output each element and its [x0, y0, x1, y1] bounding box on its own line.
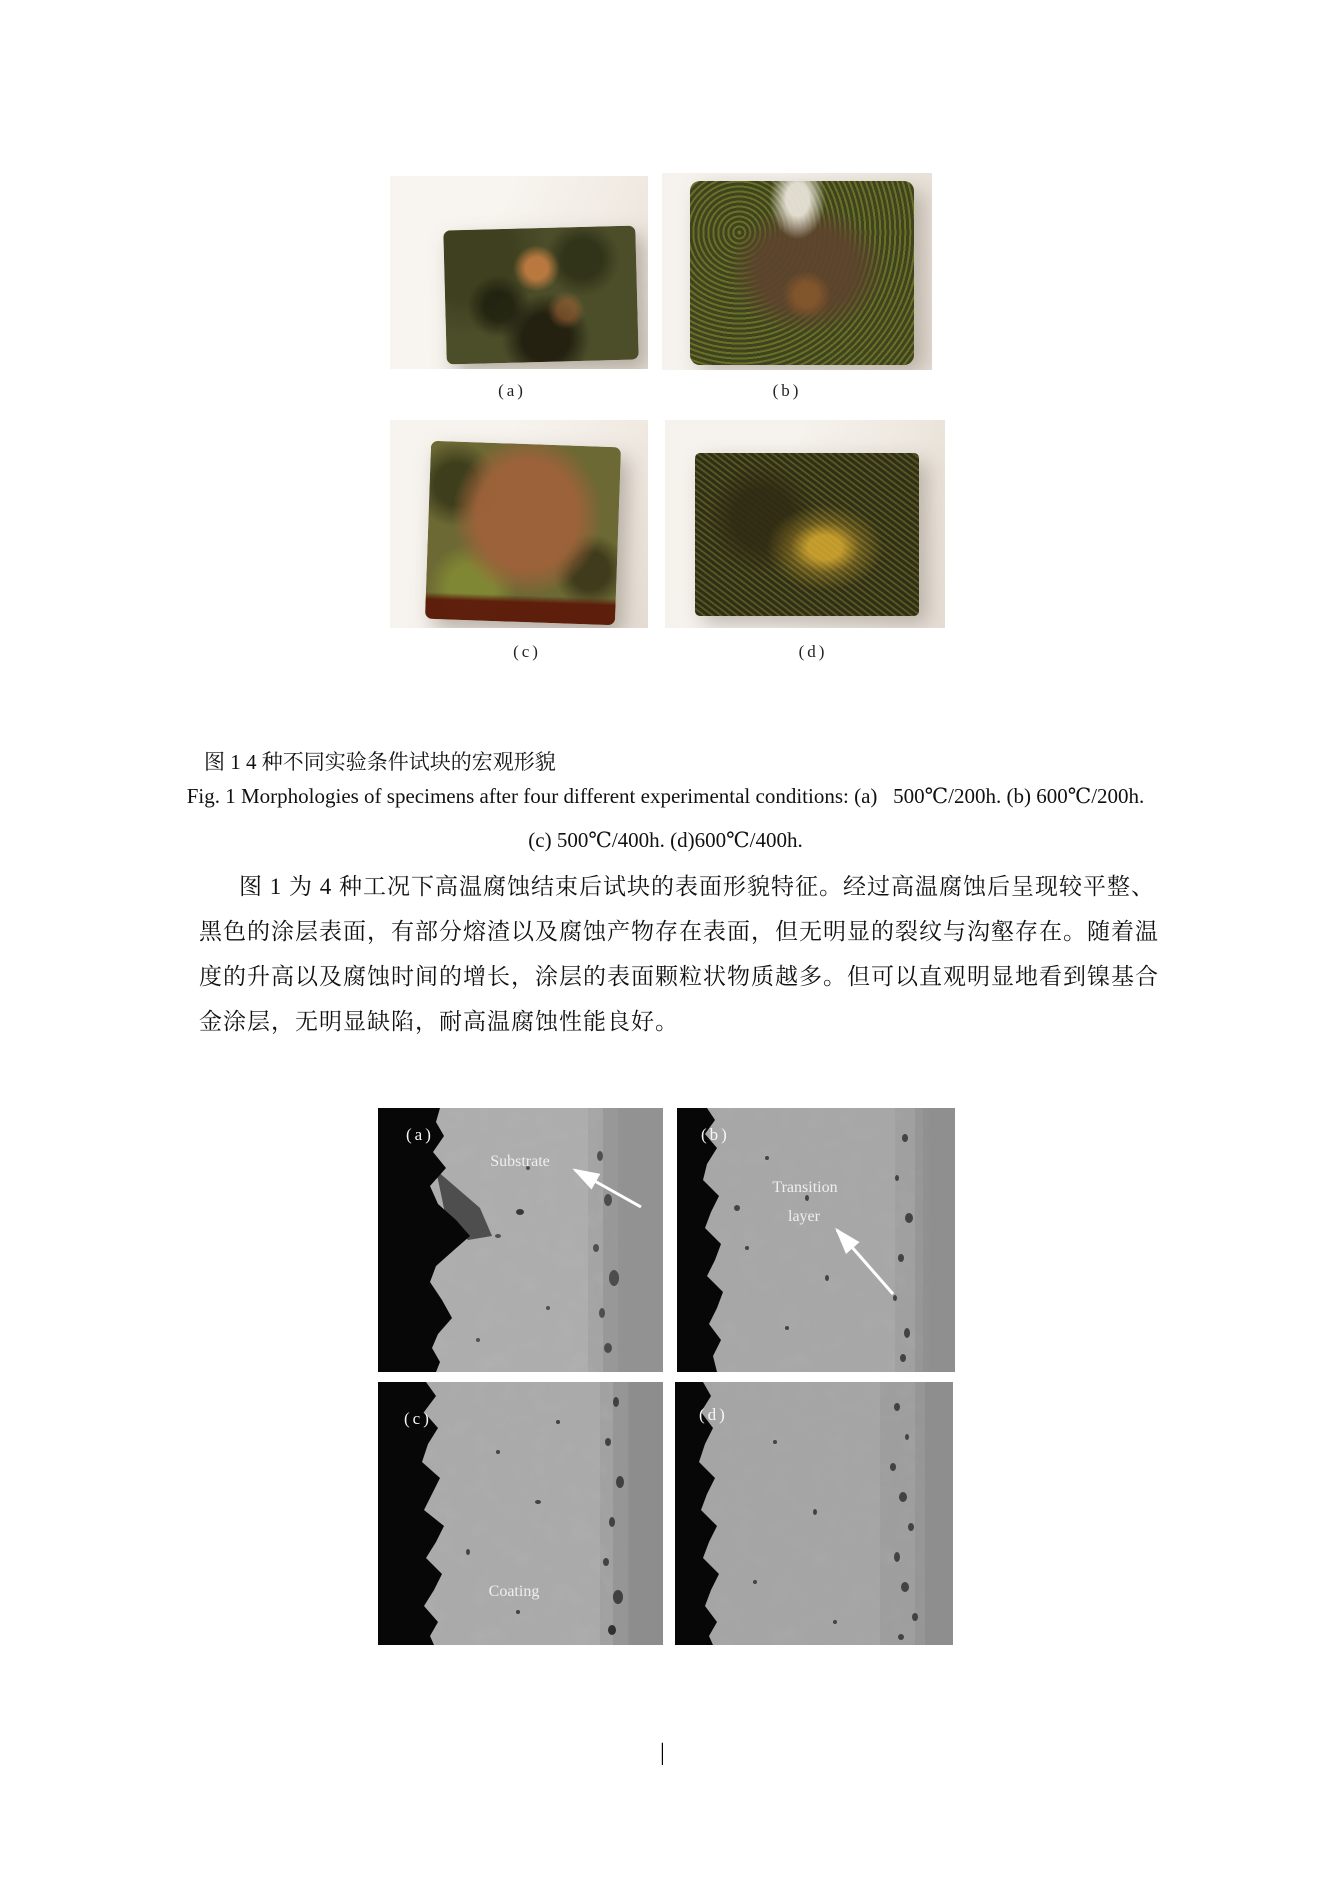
- transition-layer-annotation-line1: Transition: [772, 1179, 838, 1196]
- paragraph-line: 黑色的涂层表面，有部分熔渣以及腐蚀产物存在表面，但无明显的裂纹与沟壑存在。随着温: [199, 919, 1159, 944]
- figure1-photo-a: [390, 176, 648, 369]
- paragraph-line: 金涂层，无明显缺陷，耐高温腐蚀性能良好。: [199, 1009, 679, 1034]
- sem-label-b: (b): [701, 1125, 730, 1144]
- paragraph-line: 图 1 为 4 种工况下高温腐蚀结束后试块的表面形貌特征。经过高温腐蚀后呈现较平整、: [239, 874, 1155, 899]
- sem-panel-a: [378, 1108, 663, 1372]
- specimen-d-image: [695, 453, 919, 616]
- figure1-label-c: (c): [513, 642, 541, 661]
- figure1-label-b: (b): [772, 381, 802, 400]
- transition-layer-annotation-line2: layer: [788, 1208, 820, 1225]
- paragraph-line: 度的升高以及腐蚀时间的增长，涂层的表面颗粒状物质越多。但可以直观明显地看到镍基合: [199, 964, 1159, 989]
- figure1-caption-chinese: 图 1 4 种不同实验条件试块的宏观形貌: [204, 750, 556, 774]
- sem-label-c: (c): [404, 1409, 432, 1428]
- sem-label-a: (a): [406, 1125, 434, 1144]
- figure1-photo-c: [390, 420, 648, 628]
- sem-panel-d: [675, 1382, 953, 1645]
- body-paragraph: [199, 864, 1199, 1044]
- figure1-photo-b: [662, 173, 932, 370]
- sem-panel-b: [677, 1108, 955, 1372]
- figure1-photo-d: [665, 420, 945, 628]
- sem-label-d: (d): [699, 1405, 728, 1424]
- sem-panel-c: [378, 1382, 663, 1645]
- text-cursor-mark: |: [660, 1740, 665, 1766]
- coating-annotation: Coating: [488, 1583, 540, 1600]
- specimen-b-image: [690, 181, 914, 365]
- specimen-c-image: [425, 441, 621, 626]
- substrate-annotation: Substrate: [490, 1153, 550, 1170]
- figure1-caption-english-line1: Fig. 1 Morphologies of specimens after four different experimental conditions: (a) 500℃/200h. (b) 600℃/200h.: [186, 784, 1145, 808]
- figure1-label-d: (d): [798, 642, 828, 661]
- figure1-label-a: (a): [498, 381, 526, 400]
- figure1-caption-english-line2: (c) 500℃/400h. (d)600℃/400h.: [528, 828, 803, 852]
- specimen-a-image: [443, 226, 638, 365]
